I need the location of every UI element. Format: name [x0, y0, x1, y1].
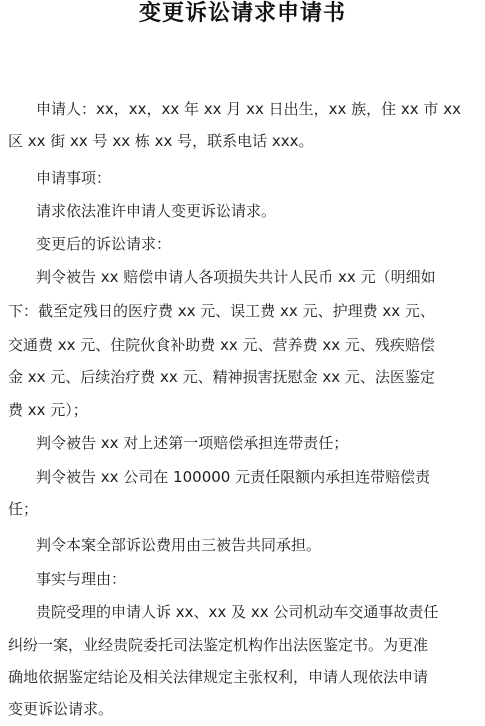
- facts-line-3: 确地依据鉴定结论及相关法律规定主张权利，申请人现依法申请: [8, 668, 429, 686]
- applicant-line-1: 申请人：xx，xx，xx 年 xx 月 xx 日出生，xx 族，住 xx 市 xx: [36, 100, 461, 118]
- claim-1-line-5: 费 xx 元）；: [8, 401, 88, 419]
- applicant-line-2: 区 xx 街 xx 号 xx 栋 xx 号，联系电话 xxx。: [8, 132, 314, 150]
- section-heading-request-items: 申请事项：: [36, 169, 112, 187]
- facts-line-2: 纠纷一案，业经贵院委托司法鉴定机构作出法医鉴定书。为更准: [8, 636, 429, 654]
- facts-line-4: 变更诉讼请求。: [8, 700, 114, 718]
- request-item-text: 请求依法准许申请人变更诉讼请求。: [36, 202, 277, 220]
- claim-3-line-2: 任；: [8, 500, 39, 518]
- section-heading-facts-reasons: 事实与理由：: [36, 570, 127, 588]
- claim-1-line-2: 下：截至定残日的医疗费 xx 元、误工费 xx 元、护理费 xx 元、: [8, 302, 435, 320]
- document-title: 变更诉讼请求申请书: [138, 0, 346, 26]
- section-heading-changed-requests: 变更后的诉讼请求：: [36, 235, 172, 253]
- facts-line-1: 贵院受理的申请人诉 xx、xx 及 xx 公司机动车交通事故责任: [36, 603, 439, 621]
- claim-1-line-4: 金 xx 元、后续治疗费 xx 元、精神损害抚慰金 xx 元、法医鉴定: [8, 368, 435, 386]
- claim-1-line-1: 判令被告 xx 赔偿申请人各项损失共计人民币 xx 元（明细如: [36, 268, 436, 286]
- claim-2-line: 判令被告 xx 对上述第一项赔偿承担连带责任；: [36, 434, 349, 452]
- claim-1-line-3: 交通费 xx 元、住院伙食补助费 xx 元、营养费 xx 元、残疾赔偿: [8, 336, 435, 354]
- claim-3-line-1: 判令被告 xx 公司在 100000 元责任限额内承担连带赔偿责: [36, 468, 431, 486]
- claim-4-line: 判令本案全部诉讼费用由三被告共同承担。: [36, 536, 322, 554]
